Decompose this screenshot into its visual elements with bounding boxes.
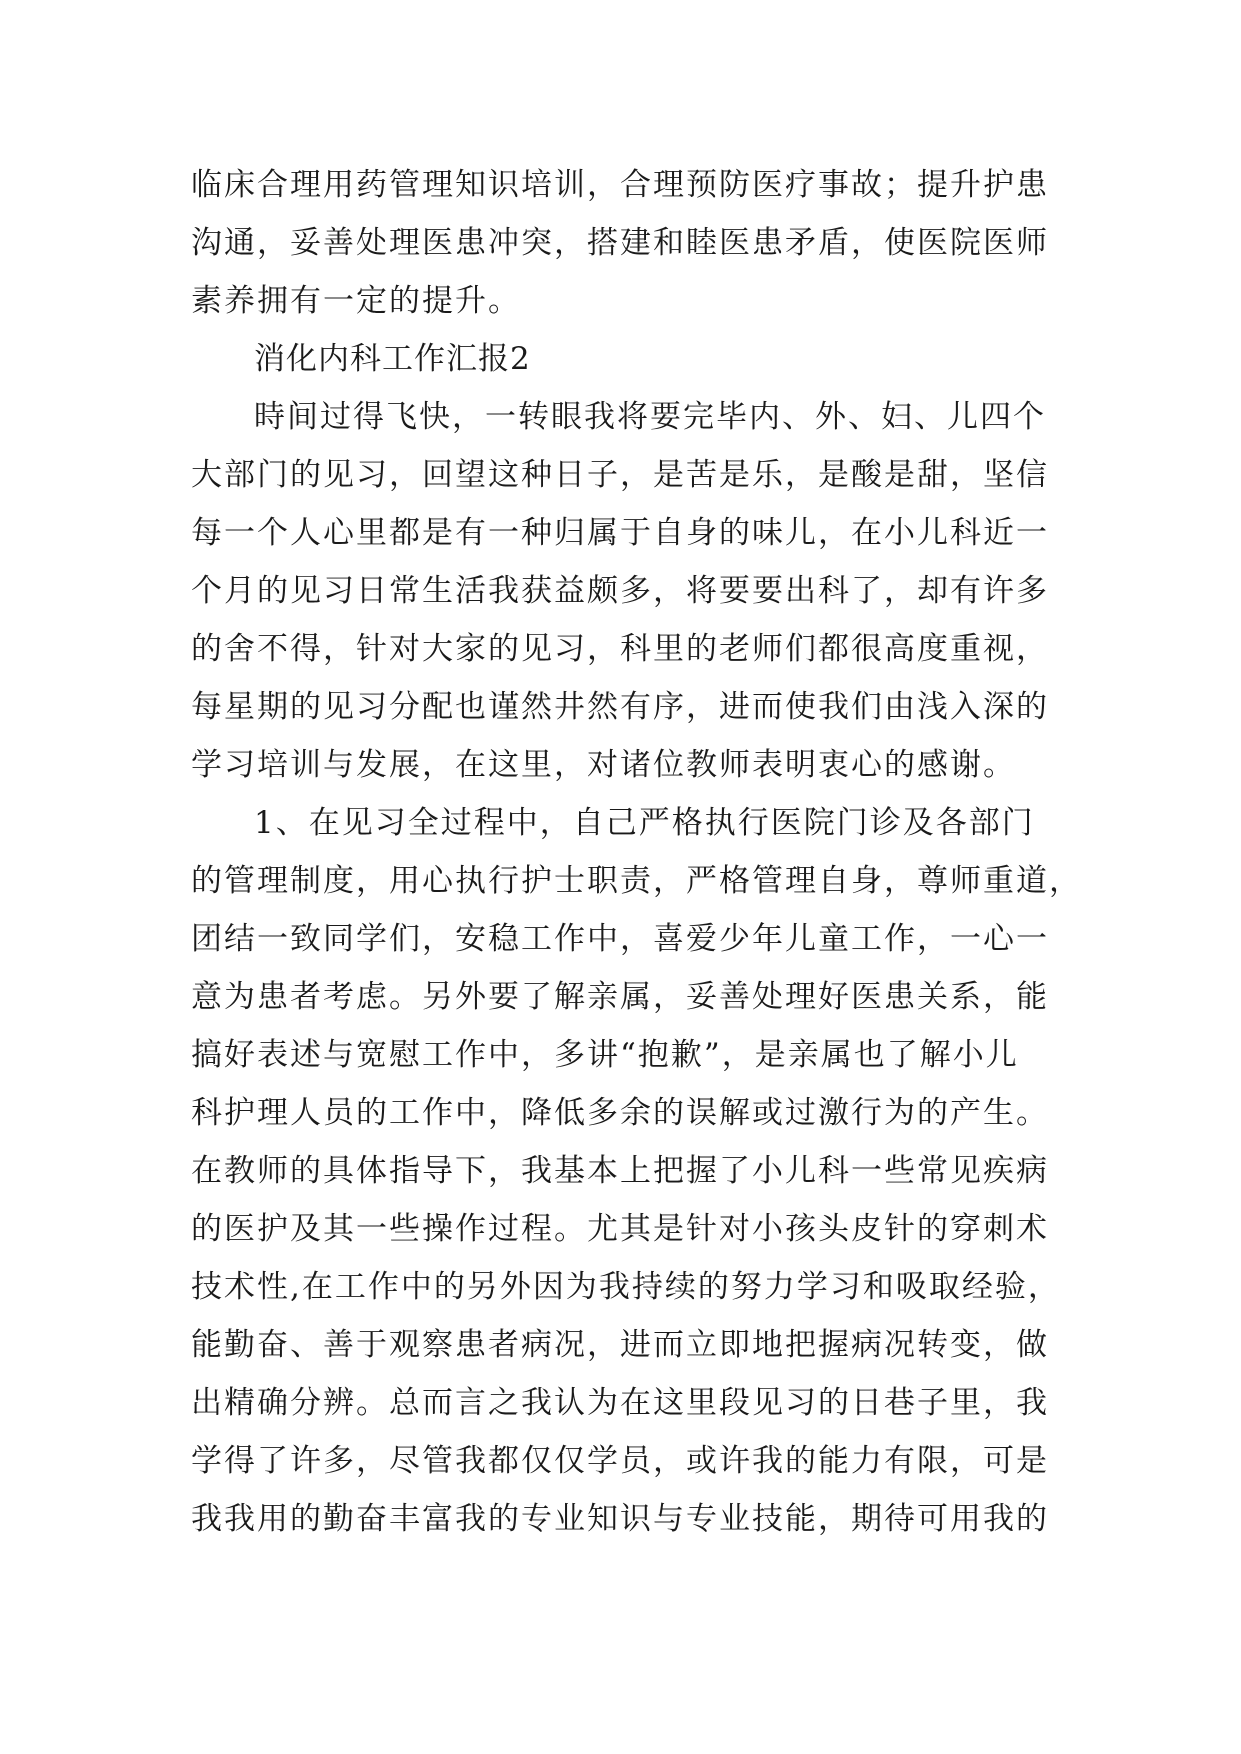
- text-line: 学得了许多，尽管我都仅仅学员，或许我的能力有限，可是: [191, 1443, 1049, 1479]
- text-line: 临床合理用药管理知识培训，合理预防医疗事故；提升护患: [191, 167, 1049, 203]
- text-line: 素养拥有一定的提升。: [191, 283, 521, 319]
- text-line: 搞好表述与宽慰工作中，多讲“抱歉”，是亲属也了解小儿: [191, 1037, 1019, 1073]
- text-line: 在教师的具体指导下，我基本上把握了小儿科一些常见疾病: [191, 1153, 1049, 1189]
- text-line: 的医护及其一些操作过程。尤其是针对小孩头皮针的穿刺术: [191, 1211, 1049, 1247]
- text-line: 学习培训与发展，在这里，对诸位教师表明衷心的感谢。: [191, 747, 1016, 783]
- text-line: 每星期的见习分配也谨然井然有序，进而使我们由浅入深的: [191, 689, 1049, 725]
- text-line: 每一个人心里都是有一种归属于自身的味儿，在小儿科近一: [191, 515, 1049, 551]
- text-line: 意为患者考虑。另外要了解亲属，妥善处理好医患关系，能: [191, 979, 1049, 1015]
- text-line: 个月的见习日常生活我获益颇多，将要要出科了，却有许多: [191, 573, 1049, 609]
- text-line: 出精确分辨。总而言之我认为在这里段见习的日巷子里，我: [191, 1385, 1049, 1421]
- text-line: 1、在见习全过程中，自己严格执行医院门诊及各部门: [254, 805, 1035, 841]
- text-line: 時间过得飞快，一转眼我将要完毕内、外、妇、儿四个: [254, 399, 1046, 435]
- text-line: 的舍不得，针对大家的见习，科里的老师们都很高度重视，: [191, 631, 1049, 667]
- text-line: 大部门的见习，回望这种日子，是苦是乐，是酸是甜，坚信: [191, 457, 1049, 493]
- text-line: 我我用的勤奋丰富我的专业知识与专业技能，期待可用我的: [191, 1501, 1049, 1537]
- text-line: 科护理人员的工作中，降低多余的误解或过激行为的产生。: [191, 1095, 1049, 1131]
- text-line: 沟通，妥善处理医患冲突，搭建和睦医患矛盾，使医院医师: [191, 225, 1049, 261]
- text-line: 能勤奋、善于观察患者病况，进而立即地把握病况转变，做: [191, 1327, 1049, 1363]
- section-heading: 消化内科工作汇报2: [254, 341, 531, 377]
- text-line: 的管理制度，用心执行护士职责，严格管理自身，尊师重道，: [191, 863, 1082, 899]
- text-line: 技术性,在工作中的另外因为我持续的努力学习和吸取经验，: [191, 1269, 1061, 1305]
- text-line: 团结一致同学们，安稳工作中，喜爱少年儿童工作，一心一: [191, 921, 1049, 957]
